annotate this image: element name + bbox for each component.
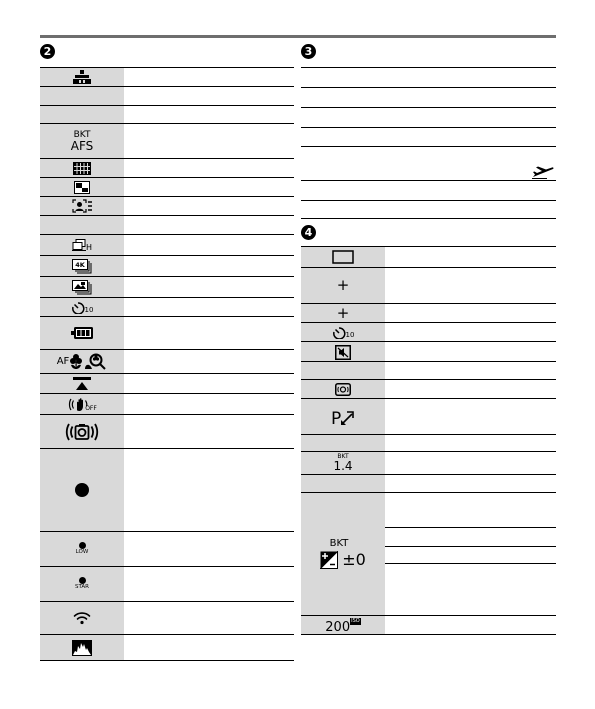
off-label: OFF: [85, 404, 97, 412]
row-divider: [301, 146, 556, 147]
section-2-number: 2: [40, 44, 55, 59]
section-4-header: [301, 225, 316, 240]
record-dot: [75, 483, 89, 497]
image-stabilizer-icon: [40, 415, 124, 448]
self-timer-10-label: 10: [84, 305, 94, 314]
bkt-afs-icon: [40, 124, 124, 158]
level-indicator-icon: [40, 374, 124, 393]
row-divider: [385, 527, 556, 528]
section-3-number: 3: [301, 44, 316, 59]
burst-h-label: H: [85, 243, 92, 252]
svg-text:4K: 4K: [75, 260, 85, 269]
bkt-label: BKT: [73, 129, 91, 140]
row-divider: [301, 180, 556, 181]
self-timer-10-icon: [301, 323, 385, 341]
bkt-aperture-top: BKT: [337, 453, 349, 460]
bkt-exposure-value: ±0: [342, 550, 366, 569]
plus-icon: [301, 268, 385, 303]
row-divider: [301, 474, 556, 475]
photo-style-icon: [40, 68, 124, 86]
starry-sky-dot: [79, 577, 86, 584]
row-divider: [40, 105, 294, 106]
star-label: STAR: [74, 584, 89, 591]
low-label: LOW: [75, 549, 89, 556]
row-divider: [301, 67, 556, 68]
wifi-icon: [40, 602, 124, 634]
record-dot-icon: [40, 449, 124, 531]
row-divider: [301, 87, 556, 88]
face-detect-icon: [40, 197, 124, 215]
row-divider: [301, 107, 556, 108]
post-focus-icon: [40, 277, 124, 297]
iso-icon: [301, 616, 385, 635]
stabilizer-off-icon: [40, 394, 124, 414]
row-divider: [301, 218, 556, 219]
mute-icon: [301, 342, 385, 362]
row-divider: [301, 434, 556, 435]
row-divider: [301, 200, 556, 201]
row-divider: [40, 660, 294, 661]
plus-sign-1: +: [336, 276, 350, 294]
grid-icon: [40, 159, 124, 177]
battery-icon: [40, 317, 124, 349]
row-divider: [40, 86, 294, 87]
bkt-exposure-row: [320, 551, 366, 569]
row-divider: [385, 563, 556, 564]
row-divider: [385, 546, 556, 547]
power-zoom-icon: [301, 399, 385, 434]
section-3-header: [301, 44, 316, 59]
iso-value: 200: [325, 620, 351, 635]
bkt-exposure-top: BKT: [329, 538, 349, 549]
plus-icon: [301, 304, 385, 322]
stabilizer-icon: [301, 380, 385, 398]
burst-h-icon: [40, 235, 124, 255]
iso-tag: ISO: [351, 618, 360, 624]
row-divider: [301, 127, 556, 128]
bkt-aperture-value: 1.4: [333, 459, 353, 473]
svg-text:P: P: [331, 408, 342, 427]
plus-sign-2: +: [336, 303, 350, 322]
bkt-aperture-icon: [301, 452, 385, 474]
airplane-mode-icon: [530, 165, 556, 180]
afs-label: AFS: [70, 138, 94, 153]
frame-rectangle-icon: [301, 247, 385, 267]
histogram-icon: [40, 635, 124, 660]
bkt-exposure-icon: [301, 493, 385, 615]
top-rule: [40, 35, 556, 38]
low-light-icon: [40, 532, 124, 566]
self-timer-10-icon: [40, 298, 124, 316]
af-macro-icon: [40, 350, 124, 373]
exposure-comp-icon: [320, 551, 338, 569]
picture-in-picture-icon: [40, 178, 124, 196]
section-4-number: 4: [301, 225, 316, 240]
self-timer-10-label-right: 10: [345, 330, 355, 339]
low-light-dot: [79, 542, 86, 549]
section-2-header: [40, 44, 55, 59]
af-label: AF: [56, 355, 70, 367]
4k-photo-icon: [40, 256, 124, 276]
starry-sky-icon: [40, 567, 124, 601]
row-divider: [40, 215, 294, 216]
